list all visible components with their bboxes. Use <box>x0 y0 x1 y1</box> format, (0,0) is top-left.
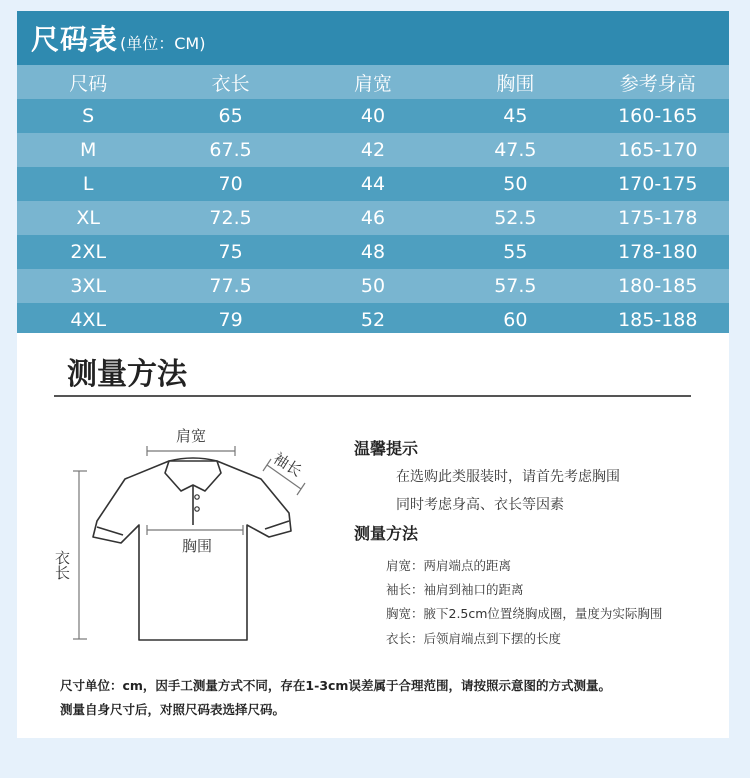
button <box>195 495 199 499</box>
table-cell: 165-170 <box>618 139 698 161</box>
table-row <box>17 167 729 201</box>
column-header: 胸围 <box>496 72 535 95</box>
table-cell: 52.5 <box>494 207 537 229</box>
unit-label: (单位：CM) <box>120 33 206 53</box>
table-cell: L <box>82 173 94 195</box>
table-cell: 47.5 <box>494 139 537 161</box>
tips-title: 温馨提示 <box>354 439 419 458</box>
column-header: 衣长 <box>211 72 250 95</box>
column-header: 肩宽 <box>353 72 392 95</box>
shoulder-label: 肩宽 <box>175 427 207 445</box>
button <box>195 507 199 511</box>
measurement-section <box>17 333 729 738</box>
table-row <box>17 303 729 337</box>
table-cell: 40 <box>360 105 386 127</box>
table-row <box>17 133 729 167</box>
column-header: 参考身高 <box>619 72 696 95</box>
shirt-diagram <box>47 413 337 653</box>
table-cell: S <box>82 105 95 127</box>
sleeve-label: 袖长 <box>270 449 306 481</box>
table-cell: 2XL <box>70 241 107 263</box>
table-cell: 67.5 <box>209 139 252 161</box>
measure-item: 袖长：袖肩到袖口的距离 <box>386 582 524 597</box>
table-cell: 72.5 <box>209 207 252 229</box>
table-row <box>17 269 729 303</box>
table-cell: 75 <box>218 241 243 263</box>
table-cell: 185-188 <box>618 309 698 331</box>
table-cell: 170-175 <box>618 173 698 195</box>
footnote: 尺寸单位：cm，因手工测量方式不同，存在1-3cm误差属于合理范围，请按照示意图的方式测量。 <box>60 678 611 693</box>
column-header: 尺码 <box>69 72 108 95</box>
table-cell: 42 <box>360 139 386 161</box>
table-cell: 44 <box>360 173 386 195</box>
table-cell: 79 <box>218 309 243 331</box>
measure-item: 肩宽：两肩端点的距离 <box>386 558 512 573</box>
tip-text: 在选购此类服装时，请首先考虑胸围 <box>396 469 620 485</box>
table-cell: 65 <box>218 105 243 127</box>
table-cell: 4XL <box>70 309 107 331</box>
table-cell: XL <box>76 207 100 229</box>
table-cell: 175-178 <box>618 207 698 229</box>
measure-method-title: 测量方法 <box>354 524 419 543</box>
length-label: 衣长 <box>53 550 71 580</box>
table-cell: 180-185 <box>618 275 698 297</box>
table-cell: 77.5 <box>209 275 252 297</box>
chest-label: 胸围 <box>181 537 213 555</box>
measure-item: 衣长：后领肩端点到下摆的长度 <box>386 631 562 646</box>
table-cell: 48 <box>360 241 386 263</box>
size-chart-header <box>17 11 729 65</box>
sleeve-cuff <box>97 527 123 535</box>
table-header-row <box>17 65 729 99</box>
table-cell: M <box>79 139 97 161</box>
measure-item: 胸宽：腋下2.5cm位置绕胸成圈，量度为实际胸围 <box>386 606 663 621</box>
table-cell: 46 <box>360 207 386 229</box>
tip-text: 同时考虑身高、衣长等因素 <box>396 497 564 513</box>
table-cell: 50 <box>360 275 386 297</box>
section-divider <box>54 395 691 397</box>
footnote: 测量自身尺寸后，对照尺码表选择尺码。 <box>60 702 286 717</box>
size-chart-panel <box>17 11 729 337</box>
table-cell: 55 <box>503 241 528 263</box>
table-cell: 178-180 <box>618 241 698 263</box>
table-row <box>17 201 729 235</box>
table-cell: 160-165 <box>618 105 698 127</box>
table-cell: 70 <box>218 173 243 195</box>
table-cell: 45 <box>503 105 528 127</box>
table-cell: 50 <box>503 173 528 195</box>
section-title: 测量方法 <box>67 357 187 392</box>
table-row <box>17 235 729 269</box>
table-cell: 3XL <box>70 275 107 297</box>
table-cell: 57.5 <box>494 275 537 297</box>
sleeve-cuff <box>265 521 289 529</box>
size-table <box>17 65 729 337</box>
table-cell: 52 <box>360 309 386 331</box>
table-cell: 60 <box>503 309 528 331</box>
size-chart-title: 尺码表 <box>31 23 119 56</box>
table-row <box>17 99 729 133</box>
